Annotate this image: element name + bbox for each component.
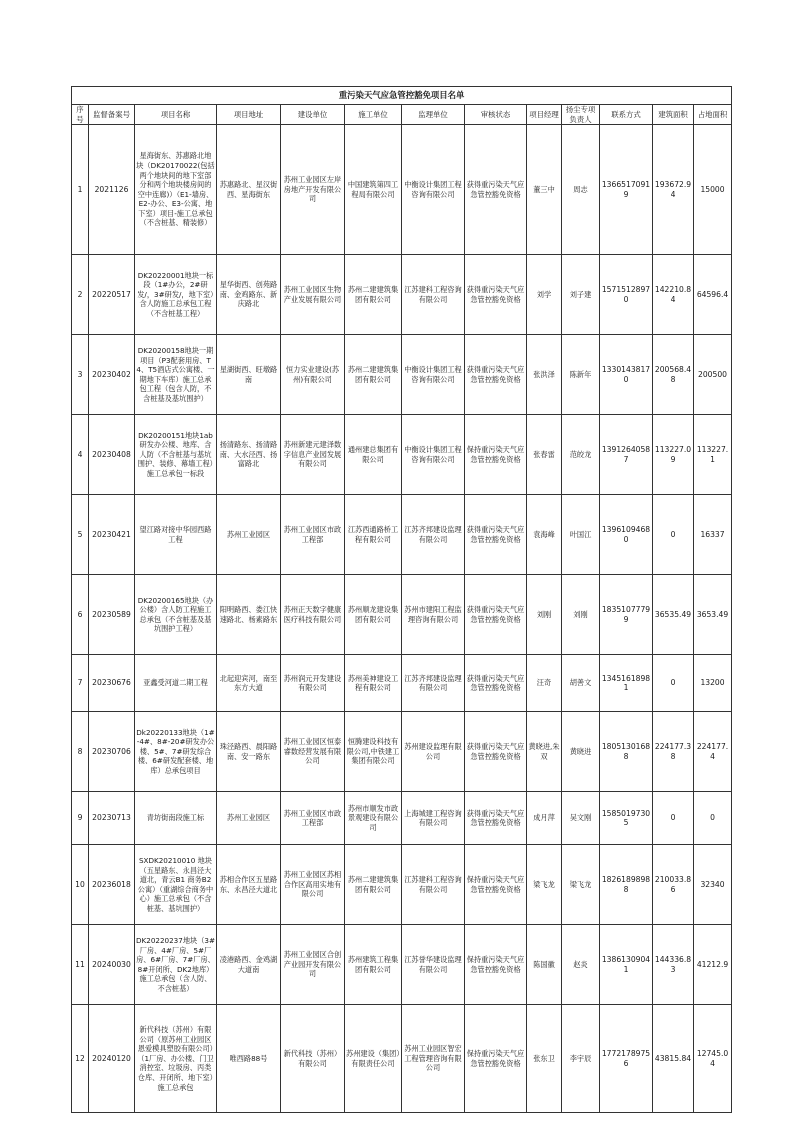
builder-unit: 苏州新建元建泽数字信息产业园发展有限公司 bbox=[281, 415, 345, 495]
review-status: 获得重污染天气应急管控豁免资格 bbox=[465, 125, 527, 255]
building-area: 210033.86 bbox=[653, 845, 694, 925]
row-number: 1 bbox=[72, 125, 89, 255]
supervisor-unit: 中衡设计集团工程咨询有限公司 bbox=[402, 335, 465, 415]
contractor-unit: 苏州二建建筑集团有限公司 bbox=[345, 845, 402, 925]
row-number: 7 bbox=[72, 655, 89, 712]
project-manager: 陈国徽 bbox=[527, 925, 562, 1005]
land-area: 32340 bbox=[694, 845, 732, 925]
land-area: 15000 bbox=[694, 125, 732, 255]
contractor-unit: 江苏西通路桥工程有限公司 bbox=[345, 495, 402, 575]
header-status: 审核状态 bbox=[465, 105, 527, 125]
header-name: 项目名称 bbox=[135, 105, 217, 125]
land-area: 16337 bbox=[694, 495, 732, 575]
project-address: 北起迎宾河，南至东方大道 bbox=[217, 655, 281, 712]
supervisor-unit: 江苏建科工程咨询有限公司 bbox=[402, 845, 465, 925]
supervisor-unit: 江苏齐邦建设监理有限公司 bbox=[402, 495, 465, 575]
header-building-area: 建筑面积 bbox=[653, 105, 694, 125]
project-address: 凌港路西、金鸡湖大道南 bbox=[217, 925, 281, 1005]
dust-officer: 刘子建 bbox=[562, 255, 600, 335]
project-name: DK20220001地块一标段（1#办公，2#研发/，3#研发/，地下室）含人防施工总承包工程（不含桩基工程） bbox=[135, 255, 217, 335]
project-address: 阳明路西、娄江快速路北、杨素路东 bbox=[217, 575, 281, 655]
project-manager: 张春雷 bbox=[527, 415, 562, 495]
header-land-area: 占地面积 bbox=[694, 105, 732, 125]
builder-unit: 苏州工业园区苏相合作区高用实地有限公司 bbox=[281, 845, 345, 925]
project-manager: 袁海峰 bbox=[527, 495, 562, 575]
record-number: 20230421 bbox=[89, 495, 135, 575]
table-row bbox=[72, 495, 732, 575]
builder-unit: 苏州正天数字健康医疗科技有限公司 bbox=[281, 575, 345, 655]
review-status: 保持重污染天气应急管控豁免资格 bbox=[465, 415, 527, 495]
project-name: Dk20220133地块（1#-4#、8#-20#研发办公楼、5#、7#研发综合楼、6#研发配套楼、地库）总承包项目 bbox=[135, 712, 217, 792]
land-area: 200500 bbox=[694, 335, 732, 415]
row-number: 5 bbox=[72, 495, 89, 575]
header-dust-officer: 扬尘专项负责人 bbox=[562, 105, 600, 125]
project-name: DK20200158地块一期项目（P3配套用房、T4、T5酒店式公寓楼、一期地下车库）施工总承包工程（包含人防，不含桩基及基坑围护） bbox=[135, 335, 217, 415]
building-area: 0 bbox=[653, 655, 694, 712]
builder-unit: 苏州工业园区市政工程部 bbox=[281, 792, 345, 845]
contractor-unit: 苏州美神建设工程有限公司 bbox=[345, 655, 402, 712]
dust-officer: 周志 bbox=[562, 125, 600, 255]
record-number: 20240120 bbox=[89, 1005, 135, 1113]
table-row bbox=[72, 255, 732, 335]
building-area: 144336.83 bbox=[653, 925, 694, 1005]
header-manager: 项目经理 bbox=[527, 105, 562, 125]
building-area: 200568.48 bbox=[653, 335, 694, 415]
dust-officer: 胡善文 bbox=[562, 655, 600, 712]
review-status: 获得重污染天气应急管控豁免资格 bbox=[465, 655, 527, 712]
contact-phone: 13301438170 bbox=[600, 335, 653, 415]
supervisor-unit: 江苏齐邦建设监理有限公司 bbox=[402, 655, 465, 712]
building-area: 113227.09 bbox=[653, 415, 694, 495]
table-row bbox=[72, 792, 732, 845]
project-name: 青坊街南段施工标 bbox=[135, 792, 217, 845]
contact-phone: 13912640587 bbox=[600, 415, 653, 495]
review-status: 获得重污染天气应急管控豁免资格 bbox=[465, 575, 527, 655]
supervisor-unit: 中衡设计集团工程咨询有限公司 bbox=[402, 125, 465, 255]
project-name: DK20200165地块（办公楼）含人防工程施工总承包（不含桩基及基坑围护工程） bbox=[135, 575, 217, 655]
contractor-unit: 苏州顺龙建设集团有限公司 bbox=[345, 575, 402, 655]
project-list-sheet bbox=[71, 86, 731, 1113]
project-table bbox=[71, 86, 732, 1113]
project-address: 星华街西、创苑路南、金鸡路东、新庆路北 bbox=[217, 255, 281, 335]
dust-officer: 吴文刚 bbox=[562, 792, 600, 845]
header-contractor: 施工单位 bbox=[345, 105, 402, 125]
row-number: 11 bbox=[72, 925, 89, 1005]
supervisor-unit: 苏州工业园区智宏工程管理咨询有限公司 bbox=[402, 1005, 465, 1113]
project-name: 新代科技（苏州）有限公司（原苏州工业园区恩爱模具塑胶有限公司）（1厂房、办公楼、门卫消控室、垃圾房、丙类仓库、开闭所、地下室）施工总承包 bbox=[135, 1005, 217, 1113]
land-area: 0 bbox=[694, 792, 732, 845]
header-supervisor: 监理单位 bbox=[402, 105, 465, 125]
project-address: 苏州工业园区 bbox=[217, 792, 281, 845]
table-row bbox=[72, 575, 732, 655]
builder-unit: 苏州工业园区恒泰睿数经营发展有限公司 bbox=[281, 712, 345, 792]
review-status: 获得重污染天气应急管控豁免资格 bbox=[465, 335, 527, 415]
project-address: 苏相合作区五星路东、永昌泾大道北 bbox=[217, 845, 281, 925]
project-name: DK20200151地块1ab研发办公楼、地库、含人防（不含桩基与基坑围护、装修、幕墙工程）施工总承包一标段 bbox=[135, 415, 217, 495]
building-area: 0 bbox=[653, 792, 694, 845]
project-manager: 张东卫 bbox=[527, 1005, 562, 1113]
contact-phone: 13861309041 bbox=[600, 925, 653, 1005]
project-manager: 黄晓进,朱双 bbox=[527, 712, 562, 792]
contact-phone: 13961094680 bbox=[600, 495, 653, 575]
header-builder: 建设单位 bbox=[281, 105, 345, 125]
contractor-unit: 苏州二建建筑集团有限公司 bbox=[345, 335, 402, 415]
row-number: 2 bbox=[72, 255, 89, 335]
project-manager: 梁飞龙 bbox=[527, 845, 562, 925]
review-status: 保持重污染天气应急管控豁免资格 bbox=[465, 925, 527, 1005]
building-area: 142210.84 bbox=[653, 255, 694, 335]
project-manager: 汪奇 bbox=[527, 655, 562, 712]
review-status: 获得重污染天气应急管控豁免资格 bbox=[465, 255, 527, 335]
builder-unit: 苏州工业园区合创产业园开发有限公司 bbox=[281, 925, 345, 1005]
land-area: 13200 bbox=[694, 655, 732, 712]
row-number: 12 bbox=[72, 1005, 89, 1113]
project-manager: 刘学 bbox=[527, 255, 562, 335]
project-address: 唯西路88号 bbox=[217, 1005, 281, 1113]
project-name: 星海街东、苏惠路北地块（DK20170022(包括两个地块间的地下室部分和两个地块楼房间的空中连廊)）（E1-墙房、E2-办公、E3-公寓、地下室）项目-施工总承包（不含桩基、精装修） bbox=[135, 125, 217, 255]
contractor-unit: 中国建筑第四工程局有限公司 bbox=[345, 125, 402, 255]
contact-phone: 13665170919 bbox=[600, 125, 653, 255]
builder-unit: 苏州工业园区市政工程部 bbox=[281, 495, 345, 575]
row-number: 8 bbox=[72, 712, 89, 792]
table-row bbox=[72, 125, 732, 255]
project-manager: 张洪泽 bbox=[527, 335, 562, 415]
contractor-unit: 通州建总集团有限公司 bbox=[345, 415, 402, 495]
project-name: DK20220237地块（3#厂房、4#厂房、5#厂房、6#厂房、7#厂房、8#开闭所、DK2地库）施工总承包（含人防、不含桩基） bbox=[135, 925, 217, 1005]
contact-phone: 17721789756 bbox=[600, 1005, 653, 1113]
building-area: 224177.38 bbox=[653, 712, 694, 792]
record-number: 2021126 bbox=[89, 125, 135, 255]
supervisor-unit: 苏州建设监理有限公司 bbox=[402, 712, 465, 792]
header-phone: 联系方式 bbox=[600, 105, 653, 125]
record-number: 20236018 bbox=[89, 845, 135, 925]
project-manager: 刘刚 bbox=[527, 575, 562, 655]
dust-officer: 刘刚 bbox=[562, 575, 600, 655]
header-no: 序号 bbox=[72, 105, 89, 125]
table-row bbox=[72, 655, 732, 712]
land-area: 64596.4 bbox=[694, 255, 732, 335]
supervisor-unit: 中衡设计集团工程咨询有限公司 bbox=[402, 415, 465, 495]
row-number: 6 bbox=[72, 575, 89, 655]
dust-officer: 赵炎 bbox=[562, 925, 600, 1005]
project-address: 珠泾路西、晨阳路南、安一路东 bbox=[217, 712, 281, 792]
dust-officer: 李宇辰 bbox=[562, 1005, 600, 1113]
contact-phone: 18351077799 bbox=[600, 575, 653, 655]
project-name: 望江路对接中华园西路工程 bbox=[135, 495, 217, 575]
dust-officer: 叶国江 bbox=[562, 495, 600, 575]
dust-officer: 黄晓进 bbox=[562, 712, 600, 792]
project-address: 扬清路东、扬清路南、大水泾西、扬富路北 bbox=[217, 415, 281, 495]
supervisor-unit: 上海城建工程咨询有限公司 bbox=[402, 792, 465, 845]
review-status: 获得重污染天气应急管控豁免资格 bbox=[465, 495, 527, 575]
contact-phone: 15850197305 bbox=[600, 792, 653, 845]
project-address: 星湖街西、旺墩路南 bbox=[217, 335, 281, 415]
supervisor-unit: 江苏建科工程咨询有限公司 bbox=[402, 255, 465, 335]
project-address: 苏惠路北、星汉街西、星海街东 bbox=[217, 125, 281, 255]
record-number: 20230589 bbox=[89, 575, 135, 655]
row-number: 10 bbox=[72, 845, 89, 925]
review-status: 保持重污染天气应急管控豁免资格 bbox=[465, 1005, 527, 1113]
contractor-unit: 苏州建筑工程集团有限公司 bbox=[345, 925, 402, 1005]
table-body bbox=[72, 125, 732, 1113]
row-number: 3 bbox=[72, 335, 89, 415]
project-address: 苏州工业园区 bbox=[217, 495, 281, 575]
building-area: 193672.94 bbox=[653, 125, 694, 255]
review-status: 获得重污染天气应急管控豁免资格 bbox=[465, 712, 527, 792]
record-number: 20230676 bbox=[89, 655, 135, 712]
land-area: 12745.04 bbox=[694, 1005, 732, 1113]
building-area: 36535.49 bbox=[653, 575, 694, 655]
contact-phone: 18261898988 bbox=[600, 845, 653, 925]
table-row bbox=[72, 712, 732, 792]
building-area: 43815.84 bbox=[653, 1005, 694, 1113]
review-status: 获得重污染天气应急管控豁免资格 bbox=[465, 792, 527, 845]
contractor-unit: 苏州二建建筑集团有限公司 bbox=[345, 255, 402, 335]
builder-unit: 苏州润元开发建设有限公司 bbox=[281, 655, 345, 712]
contractor-unit: 恒腾建设科技有限公司,中铁建工集团有限公司 bbox=[345, 712, 402, 792]
header-address: 项目地址 bbox=[217, 105, 281, 125]
builder-unit: 苏州工业园区左岸房地产开发有限公司 bbox=[281, 125, 345, 255]
dust-officer: 范皎龙 bbox=[562, 415, 600, 495]
table-row bbox=[72, 845, 732, 925]
contact-phone: 18051301688 bbox=[600, 712, 653, 792]
table-row bbox=[72, 1005, 732, 1113]
record-number: 20230408 bbox=[89, 415, 135, 495]
record-number: 20240030 bbox=[89, 925, 135, 1005]
project-name: 亚鑫受河道二期工程 bbox=[135, 655, 217, 712]
table-title: 重污染天气应急管控豁免项目名单 bbox=[72, 87, 732, 105]
project-manager: 董三中 bbox=[527, 125, 562, 255]
table-row bbox=[72, 335, 732, 415]
land-area: 224177.4 bbox=[694, 712, 732, 792]
record-number: 20230713 bbox=[89, 792, 135, 845]
header-record: 监督备案号 bbox=[89, 105, 135, 125]
contractor-unit: 苏州建设（集团）有限责任公司 bbox=[345, 1005, 402, 1113]
review-status: 保持重污染天气应急管控豁免资格 bbox=[465, 845, 527, 925]
builder-unit: 苏州工业园区生物产业发展有限公司 bbox=[281, 255, 345, 335]
contact-phone: 13451618981 bbox=[600, 655, 653, 712]
record-number: 20230402 bbox=[89, 335, 135, 415]
builder-unit: 恒力实业建设(苏州)有限公司 bbox=[281, 335, 345, 415]
row-number: 9 bbox=[72, 792, 89, 845]
dust-officer: 梁飞龙 bbox=[562, 845, 600, 925]
record-number: 20220517 bbox=[89, 255, 135, 335]
building-area: 0 bbox=[653, 495, 694, 575]
table-row bbox=[72, 415, 732, 495]
builder-unit: 新代科技（苏州）有限公司 bbox=[281, 1005, 345, 1113]
supervisor-unit: 苏州市建阳工程监理咨询有限公司 bbox=[402, 575, 465, 655]
contractor-unit: 苏州市顺发市政景观建设有限公司 bbox=[345, 792, 402, 845]
project-manager: 成月萍 bbox=[527, 792, 562, 845]
land-area: 3653.49 bbox=[694, 575, 732, 655]
row-number: 4 bbox=[72, 415, 89, 495]
contact-phone: 15715128970 bbox=[600, 255, 653, 335]
land-area: 113227.1 bbox=[694, 415, 732, 495]
dust-officer: 陈新年 bbox=[562, 335, 600, 415]
record-number: 20230706 bbox=[89, 712, 135, 792]
supervisor-unit: 江苏誉华建设监理有限公司 bbox=[402, 925, 465, 1005]
table-row bbox=[72, 925, 732, 1005]
project-name: SXDK20210010 地块（五星路东、永昌泾大道北，青云B1 商务B2 公寓）（重湖综合商务中心）施工总承包（不含桩基、基坑围护） bbox=[135, 845, 217, 925]
land-area: 41212.9 bbox=[694, 925, 732, 1005]
